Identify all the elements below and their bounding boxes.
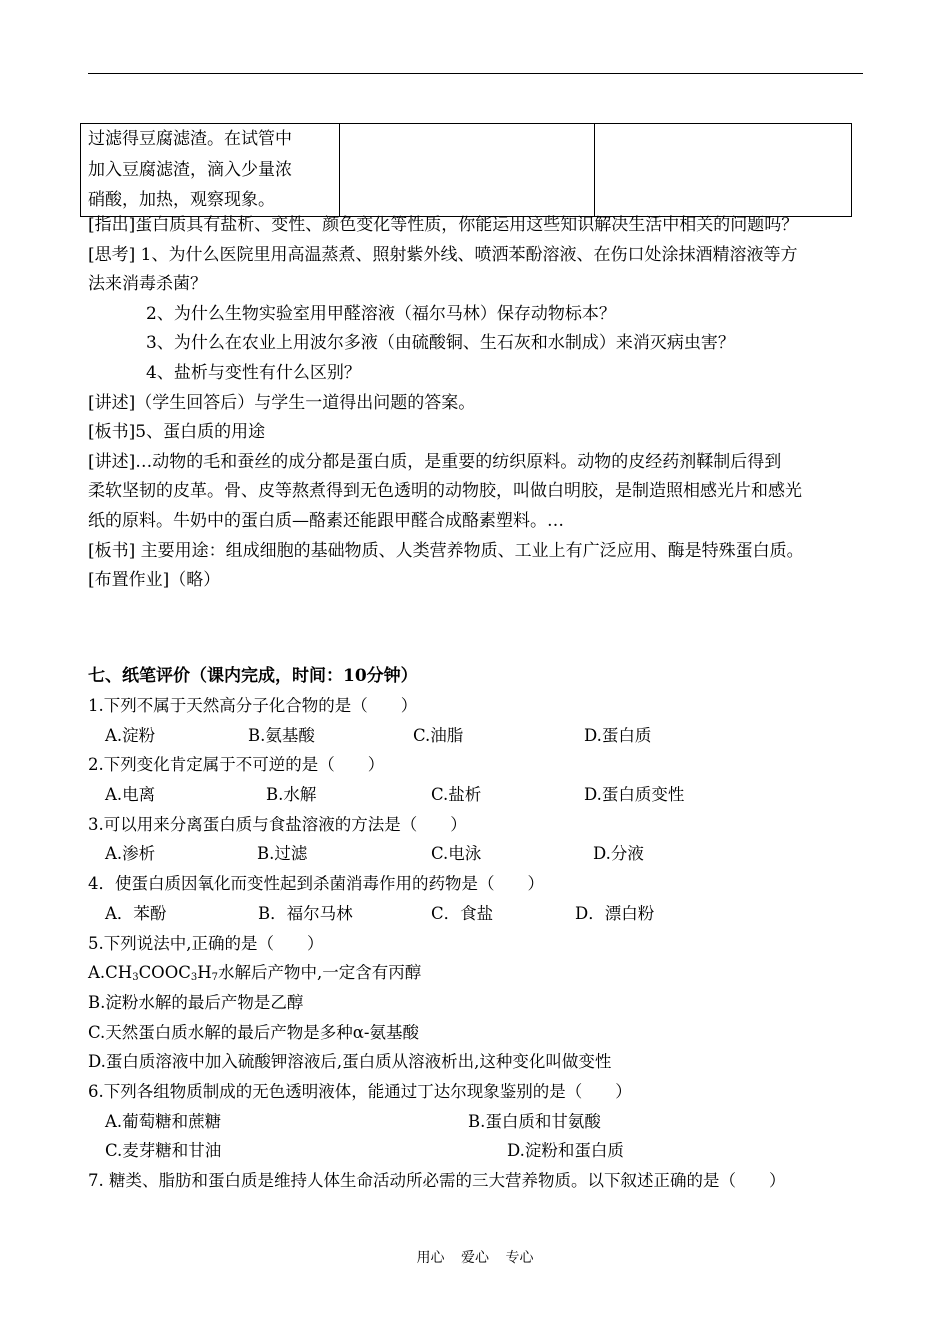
option: D.蛋白质 [584, 725, 652, 745]
option: B.蛋白质和甘氨酸 [468, 1111, 601, 1131]
body-line: [思考] 1、为什么医院里用高温蒸煮、照射紫外线、喷洒苯酚溶液、在伤口处涂抹酒精溶液等方 [88, 244, 798, 265]
body-line: 法来消毒杀菌？ [88, 274, 207, 295]
option-a [88, 958, 878, 988]
body-line: [板书]5、蛋白质的用途 [88, 422, 266, 443]
question-options [88, 721, 878, 751]
formula-part: H [197, 963, 212, 983]
body-line: 2、为什么生物实验室用甲醛溶液（福尔马林）保存动物标本？ [146, 303, 616, 324]
option: D．漂白粉 [575, 903, 655, 923]
option-b: B.淀粉水解的最后产物是乙醇 [88, 992, 304, 1012]
option: C.麦芽糖和甘油 [105, 1141, 222, 1161]
question-stem: 3.可以用来分离蛋白质与食盐溶液的方法是（ ） [88, 814, 467, 834]
cell-line: 硝酸，加热，观察现象。 [88, 190, 275, 210]
body-line: 3、为什么在农业上用波尔多液（由硫酸铜、生石灰和水制成）来消灭病虫害？ [146, 333, 735, 354]
footer-word: 爱心 [461, 1250, 489, 1266]
option: D.分液 [593, 844, 644, 864]
footer-word: 用心 [416, 1250, 445, 1266]
formula-subscript: 7 [211, 972, 219, 984]
option: D.蛋白质变性 [584, 785, 685, 805]
formula-part: COOC [138, 963, 191, 983]
question-stem: 4．使蛋白质因氧化而变性起到杀菌消毒作用的药物是（ ） [88, 874, 544, 894]
header-rule [88, 73, 863, 74]
option: D.淀粉和蛋白质 [507, 1141, 624, 1161]
option: A.电离 [105, 785, 156, 805]
table-row [81, 124, 852, 217]
question-options [88, 839, 878, 869]
option: C.盐析 [431, 785, 482, 805]
option: B.水解 [266, 785, 317, 805]
question-stem: 5.下列说法中,正确的是（ ） [88, 933, 324, 953]
option-a-prefix: A.CH [88, 963, 133, 983]
cell-line: 过滤得豆腐滤渣。在试管中 [88, 129, 292, 149]
option-d: D.蛋白质溶液中加入硫酸钾溶液后,蛋白质从溶液析出,这种变化叫做变性 [88, 1052, 612, 1072]
assessment-section [88, 661, 878, 1196]
option: B.过滤 [257, 844, 308, 864]
body-line: [指出]蛋白质具有盐析、变性、颜色变化等性质，你能运用这些知识解决生活中相关的问题吗？ [88, 215, 799, 235]
section-heading: 七、纸笔评价（课内完成，时间：10分钟） [88, 666, 418, 686]
body-line: [讲述]（学生回答后）与学生一道得出问题的答案。 [88, 392, 476, 413]
option-c: C.天然蛋白质水解的最后产物是多种α-氨基酸 [88, 1022, 419, 1042]
question-stem: 2.下列变化肯定属于不可逆的是（ ） [88, 755, 385, 775]
question-options [88, 899, 878, 929]
body-line: 柔软坚韧的皮革。骨、皮等熬煮得到无色透明的动物胶，叫做白明胶，是制造照相感光片和感光 [88, 481, 802, 502]
question-options [88, 1136, 878, 1166]
question-stem: 7. 糖类、脂肪和蛋白质是维持人体生命活动所必需的三大营养物质。以下叙述正确的是（ ） [88, 1171, 786, 1190]
lesson-body [88, 211, 878, 596]
body-line: 纸的原料。牛奶中的蛋白质—酪素还能跟甲醛合成酪素塑料。… [88, 510, 564, 531]
option: A.淀粉 [105, 725, 156, 745]
option: C.电泳 [431, 844, 482, 864]
question-stem: 1.下列不属于天然高分子化合物的是（ ） [88, 696, 418, 715]
question-options [88, 1107, 878, 1137]
body-line: 4、盐析与变性有什么区别？ [146, 362, 361, 383]
body-line: [布置作业]（略） [88, 570, 221, 591]
table-cell-conclusion [595, 124, 852, 217]
experiment-table [80, 123, 852, 217]
table-cell-phenomenon [340, 124, 595, 217]
option: A.葡萄糖和蔗糖 [105, 1111, 222, 1131]
option: B.氨基酸 [248, 725, 315, 745]
table-cell-procedure [81, 124, 340, 217]
option: C．食盐 [431, 903, 494, 923]
formula-subscript: 3 [132, 972, 139, 984]
option-a-suffix: 水解后产物中,一定含有丙醇 [218, 963, 422, 983]
page-footer [0, 1247, 950, 1267]
option: A.渗析 [105, 844, 156, 864]
body-line: [板书] 主要用途：组成细胞的基础物质、人类营养物质、工业上有广泛应用、酶是特殊蛋白质。 [88, 540, 804, 561]
formula-subscript: 3 [190, 972, 198, 984]
body-line: [讲述]…动物的毛和蚕丝的成分都是蛋白质，是重要的纺织原料。动物的皮经药剂鞣制后得到 [88, 451, 782, 472]
footer-word: 专心 [505, 1250, 534, 1266]
cell-line: 加入豆腐滤渣，滴入少量浓 [88, 159, 292, 180]
question-stem: 6.下列各组物质制成的无色透明液体，能通过丁达尔现象鉴别的是（ ） [88, 1081, 632, 1101]
question-options [88, 780, 878, 810]
option: A．苯酚 [105, 903, 167, 923]
option: B．福尔马林 [258, 903, 353, 923]
option: C.油脂 [413, 725, 464, 745]
